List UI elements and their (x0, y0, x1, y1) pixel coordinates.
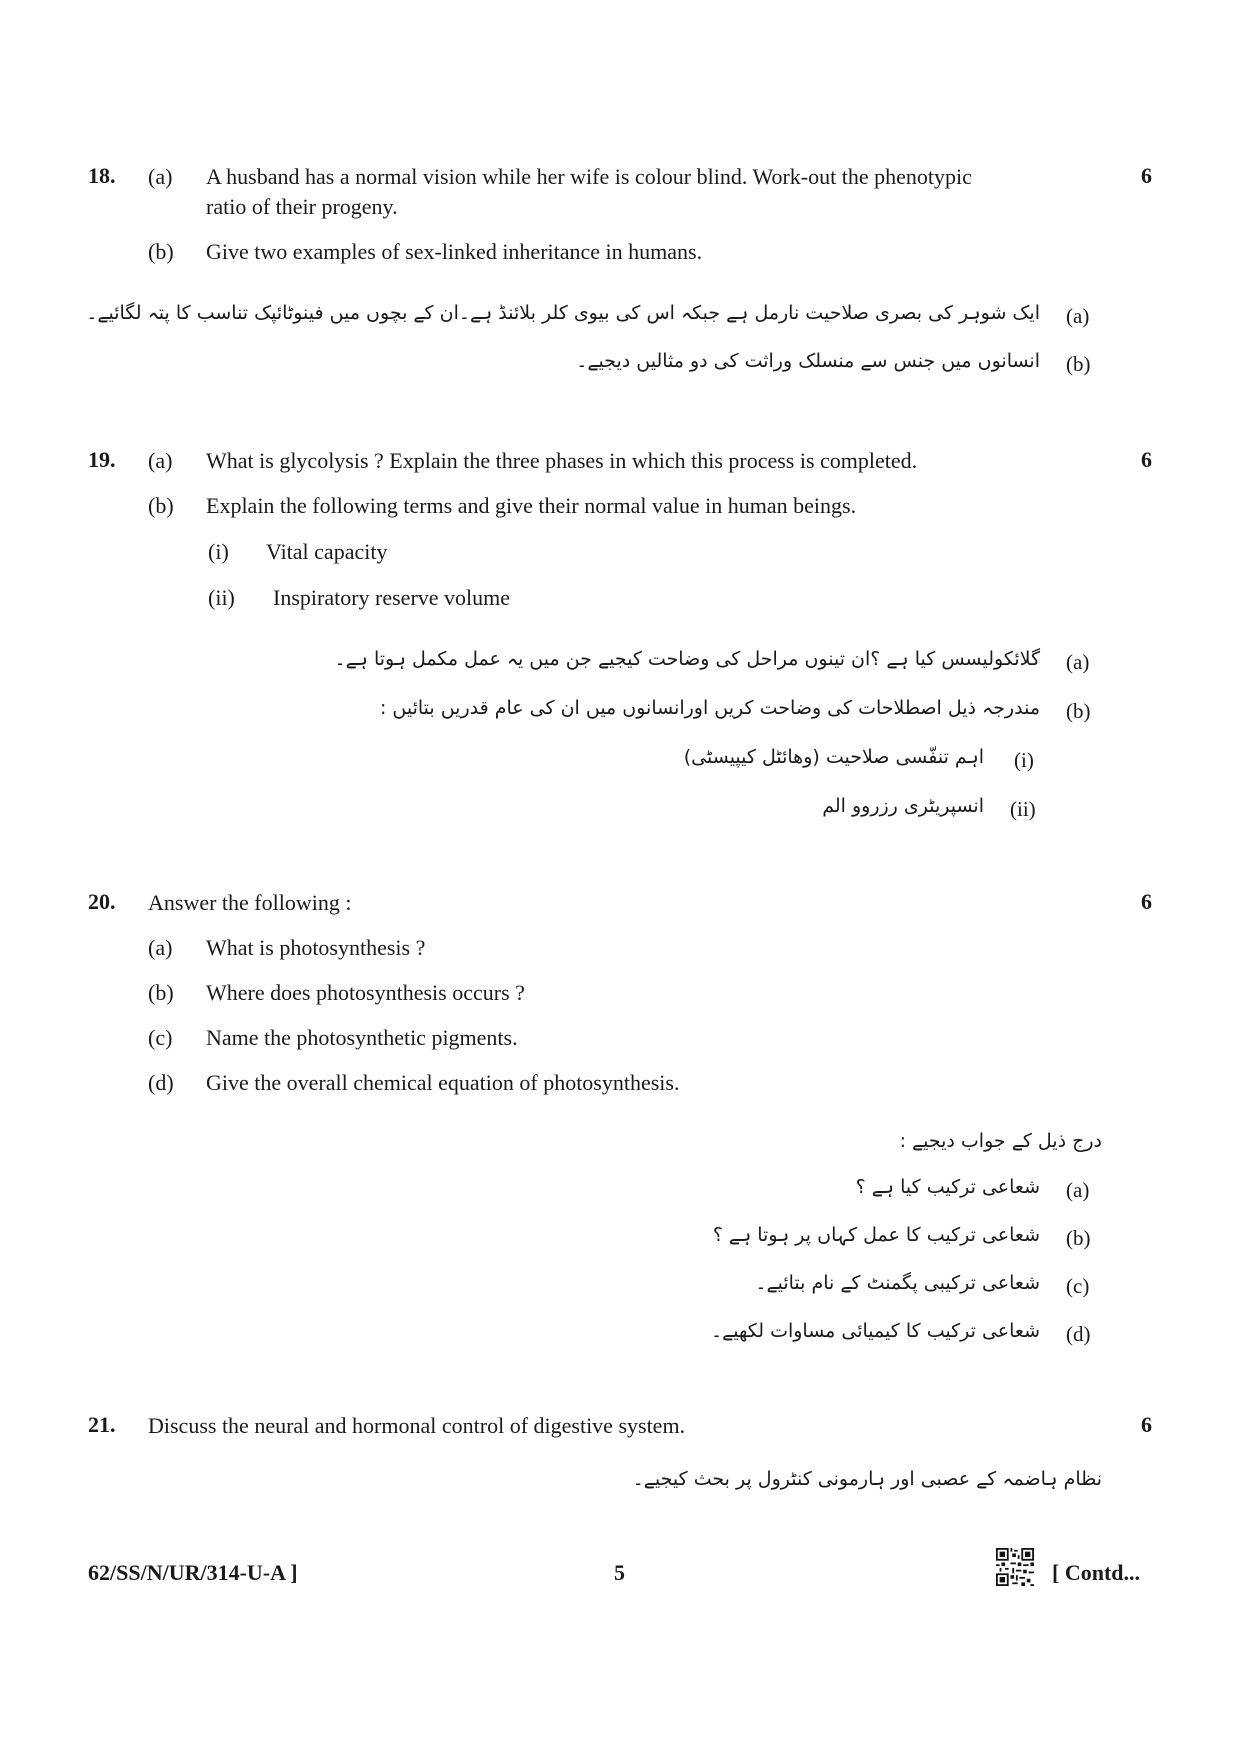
urdu-question-text: شعاعی ترکیب کا کیمیائی مساوات لکھیے۔ (711, 1320, 1040, 1342)
page-number: 5 (614, 1560, 625, 1585)
question-number: 19. (88, 447, 116, 472)
urdu-sub-part-label: (i) (1014, 748, 1034, 772)
urdu-part-label: (b) (1066, 1226, 1091, 1250)
part-label: (b) (148, 493, 174, 518)
question-text: Where does photosynthesis occurs ? (206, 980, 525, 1005)
marks: 6 (1141, 447, 1152, 472)
part-label: (b) (148, 239, 174, 264)
urdu-sub-part-label: (ii) (1010, 797, 1036, 821)
question-text: A husband has a normal vision while her wife is colour blind. Work-out the phenotypic (206, 164, 972, 189)
qr-code-icon (996, 1548, 1034, 1586)
urdu-question-text: انسانوں میں جنس سے منسلک وراثت کی دو مثالیں دیجیے۔ (576, 350, 1040, 372)
urdu-part-label: (b) (1066, 352, 1091, 376)
urdu-question-text: درج ذیل کے جواب دیجیے : (899, 1130, 1102, 1152)
question-text: Vital capacity (266, 539, 388, 564)
question-number: 18. (88, 163, 116, 188)
part-label: (a) (148, 164, 173, 189)
urdu-part-label: (a) (1066, 304, 1090, 328)
question-text: Discuss the neural and hormonal control of digestive system. (148, 1413, 686, 1438)
urdu-question-text: مندرجہ ذیل اصطلاحات کی وضاحت کریں اورانسانوں میں ان کی عام قدریں بتائیں : (379, 697, 1040, 719)
question-number: 21. (88, 1412, 116, 1437)
urdu-question-text: ایک شوہر کی بصری صلاحیت نارمل ہے جبکہ اس کی بیوی کلر بلائنڈ ہے۔ان کے بچوں میں فینوٹائپک تناسب کا پتہ لگائیے۔ (86, 302, 1040, 324)
question-text: Give two examples of sex-linked inheritance in humans. (206, 239, 703, 264)
marks: 6 (1141, 163, 1152, 188)
urdu-part-label: (c) (1066, 1274, 1090, 1298)
urdu-question-text: اہم تنفّسی صلاحیت (وھائٹل کیپیسٹی) (683, 746, 984, 768)
urdu-question-text: انسپریٹری رزروو الم (822, 795, 984, 817)
question-text: Give the overall chemical equation of photosynthesis. (206, 1070, 680, 1095)
sub-part-label: (ii) (208, 585, 235, 610)
question-text: Explain the following terms and give their normal value in human beings. (206, 493, 857, 518)
urdu-part-label: (a) (1066, 650, 1090, 674)
sub-part-label: (i) (208, 539, 229, 564)
urdu-part-label: (b) (1066, 699, 1091, 723)
urdu-part-label: (a) (1066, 1178, 1090, 1202)
part-label: (a) (148, 448, 173, 473)
urdu-question-text: شعاعی ترکیبی پگمنٹ کے نام بتائیے۔ (755, 1272, 1040, 1294)
question-text: Inspiratory reserve volume (273, 585, 511, 610)
marks: 6 (1141, 1412, 1152, 1437)
question-number: 20. (88, 889, 116, 914)
part-label: (d) (148, 1070, 174, 1095)
urdu-part-label: (d) (1066, 1322, 1091, 1346)
marks: 6 (1141, 889, 1152, 914)
question-text: ratio of their progeny. (206, 194, 398, 219)
part-label: (b) (148, 980, 174, 1005)
urdu-question-text: شعاعی ترکیب کا عمل کہاں پر ہوتا ہے ؟ (712, 1224, 1040, 1246)
part-label: (c) (148, 1025, 173, 1050)
paper-code: 62/SS/N/UR/314-U-A ] (88, 1560, 298, 1585)
continued-label: [ Contd... (1052, 1560, 1141, 1585)
urdu-question-text: نظام ہاضمہ کے عصبی اور ہارمونی کنٹرول پر بحث کیجیے۔ (632, 1468, 1102, 1490)
question-text: What is photosynthesis ? (206, 935, 426, 960)
question-text: What is glycolysis ? Explain the three phases in which this process is completed. (206, 448, 918, 473)
part-label: (a) (148, 935, 173, 960)
question-text: Name the photosynthetic pigments. (206, 1025, 518, 1050)
urdu-question-text: شعاعی ترکیب کیا ہے ؟ (855, 1176, 1040, 1198)
question-text: Answer the following : (148, 890, 352, 915)
urdu-question-text: گلائکولیسس کیا ہے ؟ان تینوں مراحل کی وضاحت کیجیے جن میں یہ عمل مکمل ہوتا ہے۔ (334, 648, 1040, 670)
